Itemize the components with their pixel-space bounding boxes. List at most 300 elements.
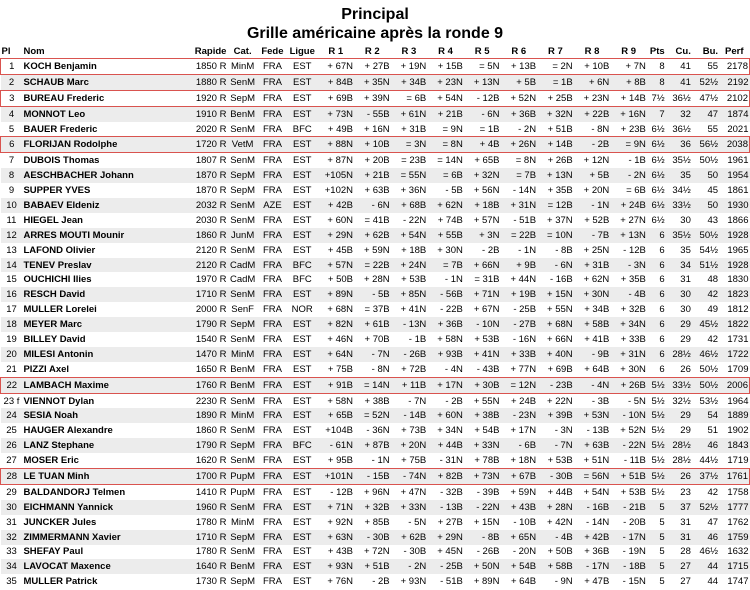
cell-round-5: - 39B bbox=[476, 486, 500, 498]
cell-cumulative: 28½ bbox=[666, 347, 692, 362]
cell-round-7: + 15N bbox=[537, 287, 574, 302]
cell-rating: 1870 R bbox=[179, 168, 227, 183]
cell-round-2: + 10B bbox=[354, 137, 391, 153]
cell-round-9: + 52N bbox=[620, 425, 646, 437]
cell-points: 5½ bbox=[647, 469, 666, 485]
cell-round-5: + 89N bbox=[473, 576, 500, 588]
cell-round-3: = 3N bbox=[391, 137, 428, 153]
cell-federation: FRA bbox=[258, 106, 287, 121]
cell-round-7: + 53B bbox=[547, 455, 573, 467]
cell-round-1: + 45B bbox=[327, 244, 354, 256]
cell-round-5: + 53B bbox=[474, 333, 500, 345]
cell-league: EST bbox=[287, 106, 317, 121]
cell-cumulative: 29 bbox=[666, 408, 692, 423]
cell-cumulative: 41 bbox=[666, 59, 692, 75]
cell-round-1: - 12B bbox=[330, 486, 354, 498]
cell-league: EST bbox=[287, 74, 317, 90]
cell-points: 5½ bbox=[651, 425, 665, 437]
cell-points: 5 bbox=[647, 559, 666, 574]
cell-round-3: + 11B bbox=[391, 377, 428, 393]
cell-cumulative: 28½ bbox=[672, 455, 691, 467]
cell-round-4: + 27B bbox=[437, 516, 463, 528]
cell-round-7: + 58B bbox=[537, 559, 574, 574]
cell-rank: 25 bbox=[6, 425, 17, 437]
cell-round-7: - 3N bbox=[554, 425, 573, 437]
cell-points: 5 bbox=[659, 546, 665, 558]
column-header-round-3: R 3 bbox=[401, 46, 417, 57]
cell-round-3: - 5N bbox=[408, 516, 427, 528]
page-title: Principal bbox=[341, 6, 409, 23]
cell-round-2: + 27B bbox=[354, 59, 391, 75]
cell-federation: FRA bbox=[262, 155, 282, 167]
cell-round-1: + 88N bbox=[317, 137, 354, 153]
table-row bbox=[1, 198, 750, 213]
column-header-round-4: R 4 bbox=[438, 46, 453, 57]
cell-rank: 6 bbox=[1, 137, 23, 153]
cell-round-1: + 93N bbox=[317, 559, 354, 574]
cell-federation: FRA bbox=[262, 185, 282, 197]
cell-round-5: + 13N bbox=[464, 74, 501, 90]
cell-round-5: - 10N bbox=[464, 317, 501, 332]
table-row bbox=[1, 228, 750, 243]
cell-cumulative: 31 bbox=[680, 274, 691, 286]
cell-category: MinM bbox=[227, 59, 257, 75]
cell-round-9: + 51B bbox=[610, 469, 647, 485]
cell-name: FLORIJAN Rodolphe bbox=[22, 137, 179, 153]
cell-buchholz: 37½ bbox=[692, 469, 719, 485]
cell-round-8: + 31B bbox=[574, 258, 611, 273]
table-row bbox=[1, 302, 750, 317]
cell-league: BFC bbox=[292, 123, 312, 135]
cell-round-6: + 9B bbox=[500, 258, 537, 273]
cell-round-2: + 87B bbox=[354, 438, 391, 453]
cell-category: SenM bbox=[227, 500, 257, 515]
cell-category: SepM bbox=[227, 530, 257, 545]
cell-rating: 1650 R bbox=[195, 363, 227, 375]
cell-round-6: - 25B bbox=[513, 304, 537, 316]
cell-rating: 1850 R bbox=[179, 59, 227, 75]
cell-federation: FRA bbox=[262, 363, 282, 375]
cell-round-3: + 33N bbox=[391, 500, 428, 515]
cell-name: BAUER Frederic bbox=[23, 123, 98, 135]
cell-points: 8 bbox=[647, 59, 666, 75]
cell-performance: 1719 bbox=[727, 455, 749, 467]
cell-round-7: + 39B bbox=[537, 408, 574, 423]
cell-round-2: + 35N bbox=[354, 74, 391, 90]
cell-round-7: + 69B bbox=[547, 363, 573, 375]
table-row bbox=[1, 317, 750, 332]
cell-category: BenM bbox=[227, 377, 257, 393]
cell-round-5: + 57N bbox=[473, 214, 500, 226]
cell-rating: 2000 R bbox=[195, 304, 227, 316]
cell-round-2: = 22B bbox=[354, 258, 391, 273]
cell-federation: FRA bbox=[262, 333, 282, 345]
table-row bbox=[1, 106, 750, 121]
cell-cumulative: 29 bbox=[666, 317, 692, 332]
cell-buchholz: 46½ bbox=[692, 347, 719, 362]
cell-federation: FRA bbox=[258, 347, 287, 362]
cell-cumulative: 37 bbox=[666, 500, 692, 515]
cell-performance: 1954 bbox=[719, 168, 749, 183]
cell-rating: 1640 R bbox=[179, 559, 227, 574]
cell-league: BFC bbox=[292, 274, 312, 286]
cell-round-4: + 60N bbox=[427, 408, 464, 423]
cell-points: 5½ bbox=[651, 455, 665, 467]
cell-points: 6½ bbox=[651, 214, 665, 226]
cell-round-1: + 65B bbox=[317, 408, 354, 423]
cell-round-4: - 2B bbox=[445, 395, 463, 407]
cell-round-5: - 6N bbox=[464, 106, 501, 121]
cell-round-7: = 12B bbox=[537, 198, 574, 213]
cell-round-5: + 50N bbox=[464, 559, 501, 574]
cell-league: EST bbox=[287, 137, 317, 153]
cell-round-2: - 15B bbox=[354, 469, 391, 485]
table-row bbox=[1, 137, 750, 153]
cell-cumulative: 32½ bbox=[672, 395, 691, 407]
cell-round-9: - 2N bbox=[610, 168, 647, 183]
cell-round-5: + 3N bbox=[464, 228, 501, 243]
cell-performance: 2178 bbox=[719, 59, 749, 75]
cell-round-4: - 32B bbox=[440, 486, 463, 498]
cell-category: SepM bbox=[227, 438, 257, 453]
cell-round-7: - 23B bbox=[537, 377, 574, 393]
cell-round-2: - 6N bbox=[354, 198, 391, 213]
cell-round-2: + 72N bbox=[364, 546, 390, 558]
cell-name: LAMBACH Maxime bbox=[22, 377, 179, 393]
cell-round-5: + 71N bbox=[464, 287, 501, 302]
cell-buchholz: 42 bbox=[692, 287, 719, 302]
cell-points: 5 bbox=[659, 576, 665, 588]
cell-round-9: + 8B bbox=[610, 74, 647, 90]
cell-cumulative: 28½ bbox=[666, 438, 692, 453]
cell-round-8: + 23N bbox=[574, 90, 611, 106]
cell-round-9: + 16N bbox=[610, 106, 647, 121]
cell-name: JUNCKER Jules bbox=[23, 516, 97, 528]
cell-round-4: + 21B bbox=[427, 106, 464, 121]
cell-round-9: + 24B bbox=[610, 198, 647, 213]
cell-league: BFC bbox=[287, 438, 317, 453]
cell-round-7: + 44B bbox=[547, 486, 573, 498]
cell-rating: 1730 R bbox=[195, 576, 227, 588]
cell-rank: 1 bbox=[1, 59, 23, 75]
cell-round-6: + 13B bbox=[500, 59, 537, 75]
cell-round-4: + 36B bbox=[427, 317, 464, 332]
cell-round-1: + 29N bbox=[317, 228, 354, 243]
cell-category: SenM bbox=[230, 425, 256, 437]
cell-rating: 2230 R bbox=[195, 395, 227, 407]
cell-federation: FRA bbox=[262, 546, 282, 558]
cell-performance: 1759 bbox=[719, 530, 749, 545]
cell-round-2: = 41B bbox=[364, 214, 390, 226]
cell-points: 6 bbox=[659, 274, 665, 286]
cell-round-5: - 8B bbox=[464, 530, 501, 545]
cell-round-7: + 32N bbox=[537, 106, 574, 121]
cell-round-9: - 11B bbox=[623, 455, 646, 467]
cell-category: PupM bbox=[230, 486, 256, 498]
cell-round-6: - 10B bbox=[513, 516, 537, 528]
table-row bbox=[1, 213, 750, 228]
cell-round-3: + 31B bbox=[401, 123, 427, 135]
cell-round-6: = 22B bbox=[500, 228, 537, 243]
cell-rating: 1470 R bbox=[179, 347, 227, 362]
cell-round-5: + 73N bbox=[464, 469, 501, 485]
cell-round-5: + 38B bbox=[464, 408, 501, 423]
cell-cumulative: 36½ bbox=[666, 90, 692, 106]
cell-cumulative: 29 bbox=[680, 333, 691, 345]
cell-rating: 1710 R bbox=[179, 530, 227, 545]
cell-name: HIEGEL Jean bbox=[23, 214, 83, 226]
cell-name: DUBOIS Thomas bbox=[23, 155, 100, 167]
cell-round-3: + 62B bbox=[391, 530, 428, 545]
cell-cumulative: 33½ bbox=[666, 198, 692, 213]
cell-cumulative: 26 bbox=[666, 469, 692, 485]
cell-cumulative: 31 bbox=[666, 530, 692, 545]
cell-round-4: = 6B bbox=[427, 168, 464, 183]
cell-performance: 1709 bbox=[727, 363, 749, 375]
column-header-category: Cat. bbox=[233, 46, 252, 57]
cell-league: EST bbox=[293, 395, 312, 407]
cell-buchholz: 51 bbox=[707, 425, 719, 437]
cell-round-4: - 51B bbox=[440, 576, 463, 588]
cell-points: 5 bbox=[647, 530, 666, 545]
cell-round-7: + 55N bbox=[547, 304, 573, 316]
cell-round-7: + 35B bbox=[547, 185, 573, 197]
cell-round-4: + 44B bbox=[427, 438, 464, 453]
cell-performance: 2102 bbox=[719, 90, 749, 106]
cell-category: BenM bbox=[227, 106, 257, 121]
cell-round-5: + 67N bbox=[473, 304, 500, 316]
table-row bbox=[1, 545, 750, 560]
cell-name: ZIMMERMANN Xavier bbox=[22, 530, 179, 545]
cell-points: 6 bbox=[659, 363, 665, 375]
cell-buchholz: 52½ bbox=[692, 500, 719, 515]
cell-performance: 1761 bbox=[719, 469, 749, 485]
cell-buchholz: 46 bbox=[692, 530, 719, 545]
cell-round-8: + 12N bbox=[583, 155, 610, 167]
cell-category: BenM bbox=[227, 559, 257, 574]
cell-round-6: - 16N bbox=[512, 333, 537, 345]
cell-cumulative: 23 bbox=[680, 486, 691, 498]
cell-performance: 1715 bbox=[719, 559, 749, 574]
cell-category: SepM bbox=[230, 576, 256, 588]
cell-round-3: + 34B bbox=[391, 74, 428, 90]
cell-federation: FRA bbox=[258, 559, 287, 574]
cell-round-9: - 4B bbox=[610, 287, 647, 302]
cell-league: EST bbox=[293, 333, 312, 345]
cell-round-4: + 55B bbox=[427, 228, 464, 243]
cell-name: SHEFAY Paul bbox=[23, 546, 84, 558]
cell-round-6: = 8N bbox=[515, 155, 537, 167]
cell-round-6: = 7B bbox=[500, 168, 537, 183]
cell-performance: 2192 bbox=[719, 74, 749, 90]
cell-round-8: - 13B bbox=[586, 425, 610, 437]
cell-round-6: - 51B bbox=[513, 214, 537, 226]
cell-round-4: + 23N bbox=[427, 74, 464, 90]
cell-round-5: + 18B bbox=[464, 198, 501, 213]
cell-points: 6 bbox=[659, 333, 665, 345]
cell-round-3: + 18B bbox=[401, 244, 427, 256]
cell-rank: 10 bbox=[1, 198, 23, 213]
cell-performance: 1889 bbox=[719, 408, 749, 423]
cell-category: SenM bbox=[230, 244, 256, 256]
cell-round-9: = 6B bbox=[626, 185, 646, 197]
cell-name: BABAEV Eldeniz bbox=[22, 198, 179, 213]
cell-federation: FRA bbox=[258, 469, 287, 485]
cell-round-7: + 68N bbox=[537, 317, 574, 332]
cell-round-9: - 20B bbox=[623, 516, 646, 528]
cell-performance: 1928 bbox=[719, 228, 749, 243]
cell-name: ARRES MOUTI Mounir bbox=[22, 228, 179, 243]
cell-round-1: + 95B bbox=[327, 455, 354, 467]
cell-round-2: = 37B bbox=[364, 304, 390, 316]
cell-points: 5½ bbox=[651, 486, 665, 498]
cell-round-3: = 23B bbox=[401, 155, 427, 167]
column-header-round-7: R 7 bbox=[547, 46, 563, 57]
cell-category: SenM bbox=[230, 155, 256, 167]
cell-name: MILESI Antonin bbox=[22, 347, 179, 362]
cell-rank: 2 bbox=[1, 74, 23, 90]
cell-rank: 23 f bbox=[3, 395, 20, 407]
cell-round-9: - 19N bbox=[622, 546, 646, 558]
cell-buchholz: 48 bbox=[707, 274, 719, 286]
cell-name: MEYER Marc bbox=[22, 317, 179, 332]
cell-round-6: + 33B bbox=[500, 347, 537, 362]
table-row bbox=[1, 59, 750, 75]
cell-buchholz: 50½ bbox=[699, 155, 719, 167]
cell-rating: 1860 R bbox=[195, 425, 227, 437]
cell-federation: FRA bbox=[262, 455, 282, 467]
cell-round-8: - 7B bbox=[574, 228, 611, 243]
cell-league: EST bbox=[293, 546, 312, 558]
cell-category: SenM bbox=[230, 455, 256, 467]
cell-rating: 1970 R bbox=[195, 274, 227, 286]
cell-round-1: + 58N bbox=[327, 395, 354, 407]
cell-league: BFC bbox=[287, 258, 317, 273]
cell-round-1: + 68N bbox=[327, 304, 354, 316]
cell-points: 6 bbox=[659, 304, 665, 316]
cell-category: SenM bbox=[230, 333, 256, 345]
cell-buchholz: 55 bbox=[692, 59, 719, 75]
cell-rank: 32 bbox=[1, 530, 23, 545]
cell-rating: 1780 R bbox=[195, 516, 227, 528]
cell-name: VIENNOT Dylan bbox=[23, 395, 95, 407]
cell-points: 6½ bbox=[651, 155, 665, 167]
cell-cumulative: 31 bbox=[680, 516, 691, 528]
cell-rank: 7 bbox=[8, 155, 15, 167]
column-header-points: Pts bbox=[649, 46, 665, 57]
cell-rank: 18 bbox=[1, 317, 23, 332]
cell-points: 6½ bbox=[651, 123, 665, 135]
table-row bbox=[1, 90, 750, 106]
cell-round-9: - 18B bbox=[610, 559, 647, 574]
cell-performance: 1758 bbox=[727, 486, 749, 498]
cell-name: LE TUAN Minh bbox=[22, 469, 179, 485]
cell-round-2: + 28N bbox=[364, 274, 390, 286]
cell-round-9: + 7N bbox=[610, 59, 647, 75]
cell-rank: 15 bbox=[6, 274, 17, 286]
cell-federation: FRA bbox=[258, 438, 287, 453]
cell-cumulative: 28 bbox=[680, 546, 691, 558]
cell-round-4: + 54N bbox=[427, 90, 464, 106]
cell-points: 6½ bbox=[647, 168, 666, 183]
cell-category: SenM bbox=[230, 546, 256, 558]
cell-round-8: + 6N bbox=[574, 74, 611, 90]
cell-rank: 9 bbox=[8, 185, 15, 197]
cell-federation: FRA bbox=[262, 123, 282, 135]
standings-table bbox=[0, 45, 750, 589]
cell-round-7: + 28N bbox=[537, 500, 574, 515]
cell-round-8: - 8N bbox=[591, 123, 610, 135]
cell-performance: 2038 bbox=[719, 137, 749, 153]
cell-rank: 21 bbox=[6, 363, 17, 375]
cell-round-2: + 61B bbox=[354, 317, 391, 332]
cell-category: SenF bbox=[231, 304, 254, 316]
cell-league: EST bbox=[287, 559, 317, 574]
cell-rank: 28 bbox=[1, 469, 23, 485]
cell-round-6: + 5B bbox=[500, 74, 537, 90]
cell-round-2: + 59N bbox=[364, 244, 390, 256]
cell-federation: FRA bbox=[258, 168, 287, 183]
cell-round-9: = 9N bbox=[610, 137, 647, 153]
cell-round-3: = 6B bbox=[391, 90, 428, 106]
cell-round-6: + 43B bbox=[500, 500, 537, 515]
cell-cumulative: 41 bbox=[666, 74, 692, 90]
cell-round-2: - 2B bbox=[372, 576, 390, 588]
cell-round-9: + 32B bbox=[620, 304, 646, 316]
cell-performance: 1961 bbox=[727, 155, 749, 167]
cell-category: JunM bbox=[227, 228, 257, 243]
cell-buchholz: 46 bbox=[692, 438, 719, 453]
cell-round-7: = 10N bbox=[537, 228, 574, 243]
cell-round-3: - 13N bbox=[391, 317, 428, 332]
cell-league: EST bbox=[293, 155, 312, 167]
cell-rank: 19 bbox=[6, 333, 17, 345]
cell-name: LAVOCAT Maxence bbox=[22, 559, 179, 574]
cell-round-9: - 5N bbox=[627, 395, 646, 407]
cell-round-3: + 72B bbox=[401, 363, 427, 375]
cell-round-9: + 27N bbox=[620, 214, 646, 226]
cell-round-3: + 75B bbox=[401, 455, 427, 467]
table-row bbox=[1, 122, 750, 137]
cell-round-9: + 33B bbox=[620, 333, 646, 345]
cell-buchholz: 45 bbox=[707, 185, 719, 197]
table-row bbox=[1, 258, 750, 273]
cell-performance: 1930 bbox=[719, 198, 749, 213]
cell-round-2: - 5B bbox=[354, 287, 391, 302]
cell-performance: 1843 bbox=[719, 438, 749, 453]
cell-category: SepM bbox=[227, 90, 257, 106]
cell-round-8: - 16B bbox=[574, 500, 611, 515]
cell-rating: 2032 R bbox=[179, 198, 227, 213]
cell-round-6: + 44N bbox=[510, 274, 537, 286]
cell-rank: 3 bbox=[1, 90, 23, 106]
cell-name: MONNOT Leo bbox=[22, 106, 179, 121]
cell-round-3: - 2N bbox=[391, 559, 428, 574]
cell-league: EST bbox=[293, 576, 312, 588]
cell-league: EST bbox=[287, 317, 317, 332]
cell-name: MOSER Eric bbox=[23, 455, 79, 467]
cell-rank: 35 bbox=[6, 576, 17, 588]
cell-round-9: + 14B bbox=[610, 90, 647, 106]
table-row bbox=[1, 469, 750, 485]
cell-performance: 1722 bbox=[719, 347, 749, 362]
cell-rating: 1710 R bbox=[179, 287, 227, 302]
cell-buchholz: 47 bbox=[707, 516, 719, 528]
cell-name: MULLER Lorelei bbox=[23, 304, 97, 316]
cell-round-8: + 41B bbox=[584, 333, 610, 345]
cell-round-2: + 96N bbox=[364, 486, 390, 498]
cell-rating: 1620 R bbox=[195, 455, 227, 467]
